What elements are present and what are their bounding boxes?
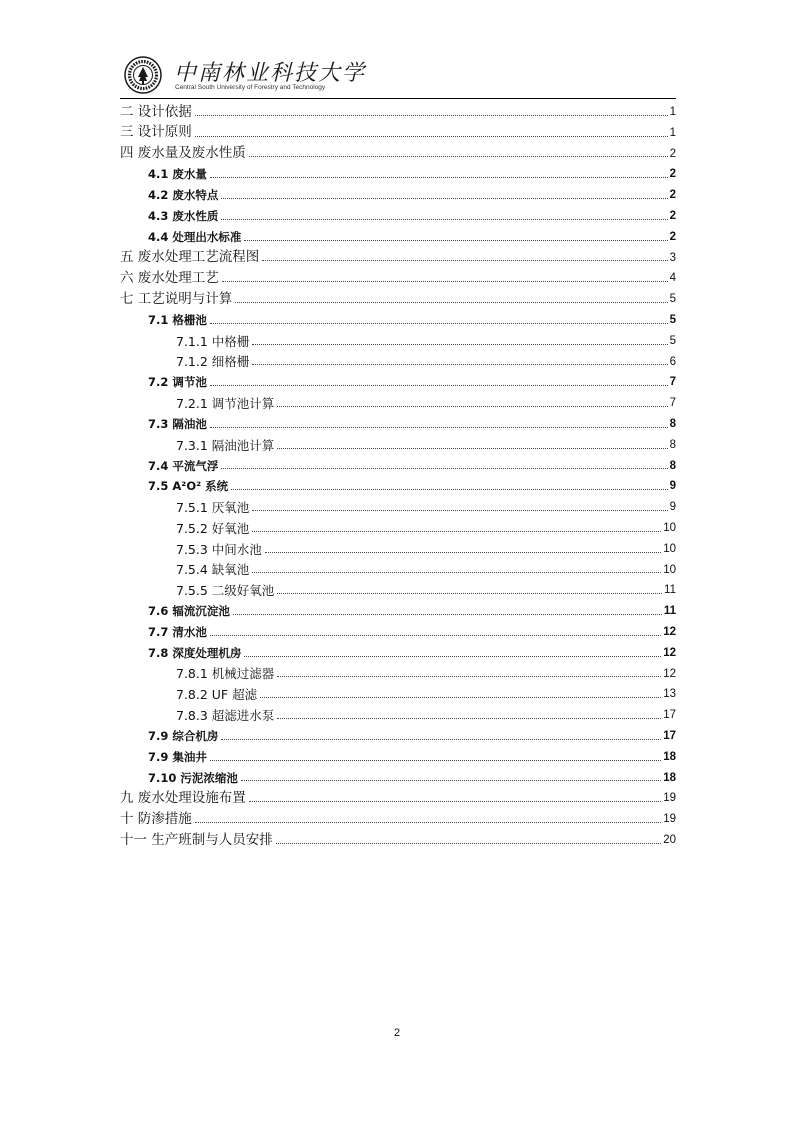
toc-entry-page: 10 (663, 563, 676, 576)
table-of-contents (120, 99, 676, 848)
toc-dot-leader (221, 198, 667, 199)
toc-entry-page: 5 (669, 293, 676, 306)
toc-entry-page: 12 (663, 667, 676, 680)
toc-entry-title: 四 废水量及废水性质 (120, 145, 246, 162)
toc-entry-page: 10 (663, 542, 676, 555)
toc-entry-page: 13 (663, 688, 676, 701)
toc-entry-title: 7.1.2 细格栅 (176, 354, 250, 370)
toc-dot-leader (241, 780, 661, 781)
toc-dot-leader (195, 136, 668, 137)
toc-entry[interactable] (120, 453, 676, 474)
toc-entry-title: 十 防渗措施 (120, 810, 192, 827)
toc-entry-page: 2 (669, 168, 676, 181)
toc-entry-title: 7.1.1 中格栅 (176, 333, 250, 349)
toc-dot-leader (231, 489, 667, 490)
toc-dot-leader (235, 302, 667, 303)
toc-entry-page: 8 (669, 417, 676, 430)
toc-entry-page: 2 (669, 189, 676, 202)
toc-entry-page: 2 (669, 230, 676, 243)
page-header (120, 52, 676, 98)
toc-entry[interactable] (120, 536, 676, 557)
toc-entry-page: 3 (669, 251, 676, 264)
toc-entry-page: 9 (669, 501, 676, 514)
toc-entry-title: 7.8.3 超滤进水泵 (176, 707, 275, 723)
toc-dot-leader (210, 177, 668, 178)
toc-dot-leader (252, 531, 661, 532)
toc-entry[interactable] (120, 744, 676, 765)
toc-entry-page: 5 (669, 313, 676, 326)
toc-entry-title: 7.6 辐流沉淀池 (148, 604, 230, 619)
toc-entry[interactable] (120, 390, 676, 411)
toc-entry[interactable] (120, 161, 676, 182)
toc-entry-title: 7.8.2 UF 超滤 (176, 687, 258, 703)
toc-entry-page: 11 (664, 584, 676, 597)
toc-entry-page: 11 (663, 605, 676, 618)
toc-dot-leader (195, 115, 668, 116)
toc-entry-title: 7.8 深度处理机房 (148, 645, 242, 660)
toc-entry-page: 1 (669, 126, 676, 139)
toc-dot-leader (277, 448, 667, 449)
toc-dot-leader (252, 510, 667, 511)
toc-entry[interactable] (120, 806, 676, 827)
toc-entry-page: 9 (669, 480, 676, 493)
toc-entry-page: 10 (663, 521, 676, 534)
toc-entry-page: 7 (669, 376, 676, 389)
toc-entry[interactable] (120, 182, 676, 203)
toc-entry[interactable] (120, 411, 676, 432)
toc-dot-leader (222, 281, 668, 282)
toc-entry-title: 7.5 A²O² 系统 (148, 479, 229, 494)
toc-entry-title: 4.2 废水特点 (148, 188, 219, 203)
toc-entry-title: 五 废水处理工艺流程图 (120, 249, 260, 266)
toc-dot-leader (277, 718, 661, 719)
toc-entry-page: 18 (663, 750, 676, 763)
toc-entry-page: 2 (669, 147, 676, 160)
toc-entry-title: 7.10 污泥浓缩池 (148, 770, 238, 785)
toc-entry-title: 十一 生产班制与人员安排 (120, 831, 273, 848)
toc-entry[interactable] (120, 765, 676, 786)
university-name: 中南林业科技大学 (174, 61, 367, 86)
toc-entry[interactable] (120, 307, 676, 328)
toc-entry-title: 7.9 集油井 (148, 749, 207, 764)
toc-entry[interactable] (120, 203, 676, 224)
toc-entry-page: 2 (669, 209, 676, 222)
toc-dot-leader (265, 552, 661, 553)
toc-entry[interactable] (120, 369, 676, 390)
toc-entry-title: 七 工艺说明与计算 (120, 290, 233, 307)
page-number: 2 (393, 1027, 401, 1039)
toc-entry[interactable] (120, 515, 676, 536)
toc-dot-leader (210, 385, 668, 386)
toc-entry-title: 7.4 平流气浮 (148, 458, 219, 473)
toc-entry[interactable] (120, 557, 676, 578)
toc-entry[interactable] (120, 349, 676, 370)
toc-entry-page: 12 (663, 646, 676, 659)
toc-entry-title: 7.1 格栅池 (148, 312, 207, 327)
toc-entry[interactable] (120, 640, 676, 661)
toc-entry-title: 7.5.4 缺氧池 (176, 562, 250, 578)
toc-dot-leader (252, 364, 667, 365)
toc-entry-page: 17 (663, 709, 676, 722)
toc-dot-leader (276, 843, 661, 844)
toc-entry[interactable] (120, 598, 676, 619)
toc-entry-title: 九 废水处理设施布置 (120, 789, 246, 806)
toc-entry-page: 8 (669, 438, 676, 451)
toc-entry-title: 三 设计原则 (120, 124, 192, 141)
toc-entry-page: 18 (663, 771, 676, 784)
toc-dot-leader (210, 760, 661, 761)
toc-dot-leader (221, 468, 667, 469)
toc-dot-leader (210, 323, 668, 324)
toc-entry[interactable] (120, 224, 676, 245)
toc-entry-title: 二 设计依据 (120, 103, 192, 120)
toc-entry-title: 7.5.2 好氧池 (176, 520, 250, 536)
toc-entry-title: 7.5.3 中间水池 (176, 541, 262, 557)
university-name-en: Central South University of Forestry and Technology (175, 84, 326, 91)
toc-dot-leader (249, 801, 661, 802)
toc-entry-page: 12 (663, 625, 676, 638)
toc-entry-page: 20 (663, 833, 676, 846)
toc-entry-page: 5 (669, 334, 676, 347)
toc-entry-title: 4.4 处理出水标准 (148, 229, 242, 244)
toc-dot-leader (277, 406, 667, 407)
toc-entry-page: 19 (663, 813, 676, 826)
toc-dot-leader (277, 676, 661, 677)
toc-dot-leader (244, 240, 667, 241)
toc-entry-title: 4.1 废水量 (148, 167, 207, 182)
toc-entry[interactable] (120, 328, 676, 349)
toc-dot-leader (233, 614, 662, 615)
toc-entry[interactable] (120, 432, 676, 453)
toc-entry-title: 六 废水处理工艺 (120, 269, 219, 286)
toc-entry[interactable] (120, 120, 676, 141)
toc-entry-title: 7.5.1 厌氧池 (176, 499, 250, 515)
toc-entry[interactable] (120, 661, 676, 682)
toc-entry-title: 7.9 综合机房 (148, 728, 219, 743)
toc-dot-leader (260, 697, 661, 698)
toc-entry-title: 7.2 调节池 (148, 375, 207, 390)
toc-entry-page: 7 (669, 397, 676, 410)
toc-entry-page: 1 (669, 106, 676, 118)
toc-dot-leader (244, 656, 661, 657)
toc-entry[interactable] (120, 577, 676, 598)
toc-dot-leader (252, 344, 667, 345)
toc-entry-title: 7.5.5 二级好氧池 (176, 583, 275, 599)
toc-entry-title: 7.8.1 机械过滤器 (176, 666, 275, 682)
toc-entry[interactable] (120, 681, 676, 702)
toc-dot-leader (221, 219, 667, 220)
toc-entry[interactable] (120, 286, 676, 307)
toc-entry[interactable] (120, 827, 676, 848)
toc-entry[interactable] (120, 245, 676, 266)
toc-entry-title: 7.3.1 隔油池计算 (176, 437, 275, 453)
toc-entry-title: 7.2.1 调节池计算 (176, 395, 275, 411)
toc-entry-page: 17 (663, 729, 676, 742)
toc-entry-page: 6 (669, 355, 676, 368)
toc-dot-leader (277, 593, 662, 594)
toc-dot-leader (210, 427, 668, 428)
toc-entry[interactable] (120, 99, 676, 120)
toc-entry-page: 8 (669, 459, 676, 472)
toc-entry[interactable] (120, 619, 676, 640)
toc-entry[interactable] (120, 702, 676, 723)
toc-dot-leader (252, 572, 661, 573)
toc-dot-leader (262, 260, 667, 261)
toc-entry[interactable] (120, 494, 676, 515)
toc-dot-leader (221, 739, 661, 740)
toc-entry-title: 4.3 废水性质 (148, 208, 219, 223)
university-seal-icon (124, 56, 162, 94)
toc-dot-leader (249, 156, 668, 157)
toc-entry-title: 7.3 隔油池 (148, 416, 207, 431)
toc-entry-page: 19 (663, 792, 676, 805)
toc-entry[interactable] (120, 141, 676, 162)
toc-entry[interactable] (120, 265, 676, 286)
toc-entry-title: 7.7 清水池 (148, 624, 207, 639)
toc-dot-leader (195, 822, 661, 823)
toc-entry[interactable] (120, 785, 676, 806)
toc-entry-page: 4 (669, 272, 676, 285)
toc-dot-leader (210, 635, 661, 636)
toc-entry[interactable] (120, 473, 676, 494)
toc-entry[interactable] (120, 723, 676, 744)
